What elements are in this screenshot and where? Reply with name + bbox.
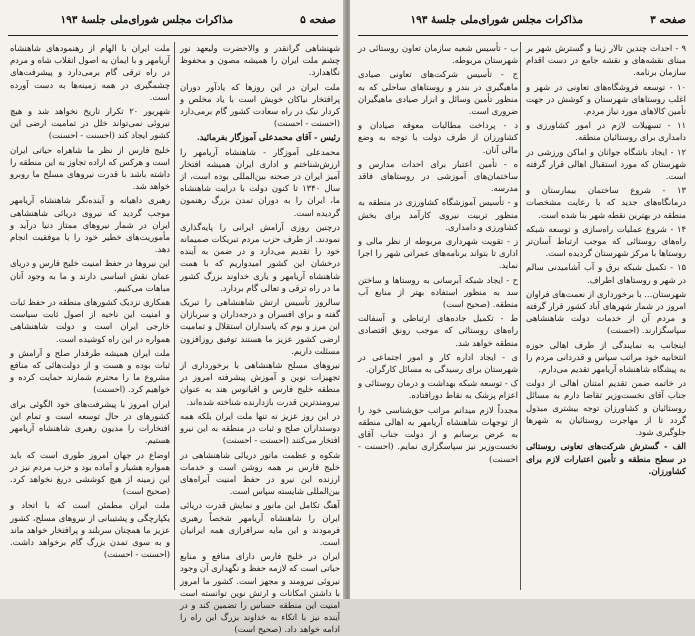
text-column-right — [526, 42, 686, 592]
paragraph: ملت ایران همیشه طرفدار صلح و آرامش و ثبات بوده و هست و از دولت‌هائی که منافع مشروع ما را محترم شمارند حمایت کرده و خواهیم کرد. (احسنت) — [10, 347, 170, 395]
paragraph: رهبری داهیانه و آینده‌نگر شاهنشاه آریامهر موجب گردید که نیروی دریائی شاهنشاهی ایران در شمار نیروهای ممتاز دنیا درآید و مأموریت‌های خطیر خود را با موفقیت انجام دهد. — [10, 195, 170, 255]
paragraph: در خاتمه ضمن تقدیم امتنان اهالی از دولت جناب آقای نخست‌وزیر تقاضا دارم به مسائل روستائیان و کشاورزان توجه بیشتری مبذول گردد تا از مهاجرت روستائیان به شهرها جلوگیری شود. — [526, 378, 686, 438]
paragraph: ب - تأسیس شعبه سازمان تعاون روستائی در شهرستان مربوطه. — [358, 43, 518, 66]
paragraph: ایران در خلیج فارس دارای منافع و منابع حیاتی است که لازمه حفظ و نگهداری آن وجود نیروئی نیرومند و مجهز است. کشور ما امروز با داشتن امکانات و ارتش نوین توانسته است امنیت این منطقه حساس را تضمین کند و در آینده نیز با اتکاء به خداوند بزرگ این راه را ادامه خواهد داد. (صحیح است) — [179, 551, 340, 635]
page-number: صفحه ۳ — [650, 14, 686, 26]
paragraph: این نیروها در حفظ امنیت خلیج فارس و دریای عمان نقش اساسی دارند و ما به وجود آنان مباهات می‌کنیم. — [10, 258, 170, 293]
paragraph: ۱۲ - ایجاد باشگاه جوانان و اماکن ورزشی در شهرستان که مورد استقبال اهالی قرار گرفته است. — [526, 146, 686, 182]
paragraph: در این روز عزیز نه تنها ملت ایران بلکه همه دوستداران صلح و ثبات در منطقه به این نیرو افتخار می‌کنند (احسنت - احسنت) — [180, 410, 340, 446]
paragraph: ۱۵ - تکمیل شبکه برق و آب آشامیدنی سالم در شهر و روستاهای اطراف. — [526, 262, 686, 285]
paragraph: آهنگ تکامل این مانور و نمایش قدرت دریائی ایران را شاهنشاه آریامهر شخصاً رهبری فرمودند و این مایه سرافرازی همه ایرانیان است. — [180, 500, 340, 547]
paragraph: ۱۳ - شروع ساختمان بیمارستان و درمانگاه‌های جدید که با رعایت مشخصات منطقه در بهترین نقطه شهر بنا شده است. — [526, 185, 686, 220]
session-number: جلسهٔ ۱۹۳ — [60, 14, 106, 26]
right-page — [350, 0, 695, 599]
journal-title: مذاکرات مجلس شورای‌ملی — [460, 14, 583, 26]
paragraph: ی - ایجاد اداره کار و امور اجتماعی در شهرستان برای رسیدگی به مسائل کارگران. — [358, 351, 518, 375]
paragraph: محمدعلی آموزگار - شاهنشاه آریامهر را ارزش‌شناختم و اداری ایران همیشه افتخار آمیز ایران در صحنه بین‌المللی بوده است، از سال ۱۳۴۰ تا کنون دولت با درایت شاهنشاه ما، ایران را به دوران تمدن بزرگ رهنمون گردیده است. — [180, 146, 341, 218]
paragraph: ۱۱ - تسهیلات لازم در امور کشاورزی و دامداری برای روستائیان منطقه. — [526, 120, 686, 143]
paragraph: ز - تقویت شهرداری مربوطه از نظر مالی و اداری تا بتواند برنامه‌های عمرانی شهر را اجرا نماید. — [358, 236, 518, 271]
text-column-left — [10, 42, 170, 592]
paragraph: خلیج فارس از نظر ما شاهراه حیاتی ایران است و هرکس که اراده تجاوز به این منطقه را داشته باشد با قدرت نیروهای مسلح ما روبرو خواهد شد. — [10, 144, 170, 192]
paragraph: ط - تکمیل جاده‌های ارتباطی و آسفالت راه‌های روستائی که موجب رونق اقتصادی منطقه خواهد شد. — [358, 313, 518, 348]
paragraph: ه - تأمین اعتبار برای احداث مدارس و ساختمان‌های آموزشی در روستاهای فاقد مدرسه. — [358, 158, 518, 194]
text-column-right — [179, 42, 341, 635]
paragraph: همکاری نزدیک کشورهای منطقه در حفظ ثبات و امنیت این ناحیه از اصول ثابت سیاست خارجی ایران است و دولت شاهنشاهی همواره در این راه کوشیده است. — [10, 297, 170, 344]
paragraph: شهرستان... با برخورداری از نعمت‌های فراوان امروز در شمار شهرهای آباد کشور قرار گرفته و مردم آن از خدمات دولت شاهنشاهی سپاسگزارند. (احسنت) — [526, 288, 686, 336]
paragraph: ح - ایجاد شبکه آبرسانی به روستاها و ساختن سد به منظور استفاده بهتر از منابع آب منطقه. (صحیح است) — [358, 274, 518, 310]
paragraph: نیروهای مسلح شاهنشاهی با برخورداری از تجهیزات نوین و آموزش پیشرفته امروز در منطقه خلیج فارس و اقیانوس هند به عنوان نیرومندترین قدرت بازدارنده شناخته شده‌اند. — [180, 360, 340, 407]
paragraph: ک - توسعه شبکه بهداشت و درمان روستائی و اعزام پزشک به نقاط دورافتاده. — [358, 378, 518, 401]
paragraph: ج - تأسیس شرکت‌های تعاونی صیادی ماهیگیری در بندر و روستاهای ساحلی که به منظور تأمین وسائل و ابزار صیادی ماهیگیران ضروری است. — [358, 69, 518, 117]
paragraph: الف - گسترش شرکت‌های تعاونی روستائی در سطح منطقه و تأمین اعتبارات لازم برای کشاورزان. — [526, 441, 686, 476]
paragraph: شهنشاهی گرانقدر و والاحضرت ولیعهد نور چشم ملت ایران را همیشه مصون و محفوظ نگاهدارد. — [180, 43, 340, 78]
paragraph: ۱۴ - شروع عملیات راه‌سازی و توسعه شبکه راه‌های روستائی که موجب ارتباط آسان‌تر روستاها با مرکز شهرستان گردیده است. — [526, 223, 686, 259]
journal-title: مذاکرات مجلس شورای‌ملی — [110, 14, 233, 26]
paragraph: ملت ایران با الهام از رهنمودهای شاهنشاه آریامهر و با ایمان به اصول انقلاب شاه و مردم در راه ترقی گام برمی‌دارد و پیشرفت‌های چشمگیری در همه زمینه‌ها به دست آورده است. — [10, 43, 170, 102]
paragraph: رئیس - آقای محمدعلی آموزگار بفرمائید. — [196, 132, 340, 143]
column-divider — [520, 42, 521, 590]
paragraph: ۹ - احداث چندین تالار زیبا و گسترش شهر بر مبنای نقشه‌های و نقشه جامع در دست اقدام سازمان برنامه. — [526, 43, 686, 78]
paragraph: ملت ایران در این روزها که یادآور دوران پرافتخار نیاکان خویش است با یاد مخلص و کردار نیک در راه سعادت کشور گام برمی‌دارد (احسنت - احسنت) — [180, 81, 340, 129]
paragraph: درچنین روزی آرامش ایرانی را پایه‌گذاری نمودند. از طرف حزب مردم تبریکات صمیمانه خود را تقدیم می‌دارد و در ضمن به آینده درخشان این کشور امیدواریم که با همت شاهنشاه آریامهر و یاری خداوند بزرگ کشور ما در راه ترقی و تعالی گام بردارد. — [180, 221, 340, 293]
paragraph: ملت ایران مطمئن است که با اتحاد و یکپارچگی و پشتیبانی از نیروهای مسلح، کشور عزیز ما همچنان سربلند و پرافتخار خواهد ماند و به سوی تمدن بزرگ گام برخواهد داشت. (احسنت - احسنت) — [10, 500, 170, 560]
paragraph: شکوه و عظمت مانور دریائی شاهنشاهی در خلیج فارس بر همه روشن است و خدمات ارزنده این نیرو در حفظ امنیت آبراه‌های بین‌المللی شایسته سپاس است. — [180, 449, 340, 497]
left-page — [0, 0, 345, 635]
paragraph: د - پرداخت مطالبات معوقه صیادان و کشاورزان از طرف دولت با توجه به وضع مالی آنان. — [358, 120, 518, 155]
column-divider — [174, 42, 175, 590]
session-number: جلسهٔ ۱۹۳ — [410, 14, 456, 26]
page-number: صفحه ۵ — [300, 14, 336, 26]
paragraph: ۱۰ - توسعه فروشگاه‌های تعاونی در شهر و اغلب روستاهای شهرستان و کوشش در جهت تأمین کالاهای مورد نیاز مردم. — [526, 81, 686, 117]
paragraph: اینجانب به نمایندگی از طرف اهالی حوزه انتخابیه خود مراتب سپاس و قدردانی مردم را به پیشگاه شاهنشاه آریامهر تقدیم می‌دارم. — [526, 339, 686, 375]
paragraph: مجدداً لازم میدانم مراتب حق‌شناسی خود را از توجهات شاهنشاه آریامهر به اهالی منطقه به عرض برسانم و از دولت جناب آقای نخست‌وزیر نیز سپاسگزاری نمایم. (احسنت - احسنت) — [358, 404, 518, 464]
paragraph: و - تأسیس آموزشگاه کشاورزی در منطقه به منظور تربیت نیروی کارآمد برای بخش کشاورزی و دامداری. — [358, 197, 518, 232]
header-rule — [358, 35, 688, 36]
right-page-header — [358, 10, 688, 32]
paragraph: شهریور ۲۰ تکرار تاریخ نخواهد شد و هیچ نیروئی نمی‌تواند خلل در تمامیت ارضی این کشور ایجاد کند (احسنت - احسنت) — [10, 106, 170, 141]
left-page-header — [8, 10, 338, 32]
text-column-left — [358, 42, 518, 592]
paragraph: ایران امروز با پیشرفت‌های خود الگوئی برای کشورهای در حال توسعه است و تمام این افتخارات را مدیون رهبری شاهنشاه آریامهر هستیم. — [10, 398, 170, 446]
paragraph: سالروز تأسیس ارتش شاهنشاهی را تبریک گفته و برای افسران و درجه‌داران و سربازان این مرز و بوم که پاسداران استقلال و تمامیت ارضی کشور عزیز ما هستند توفیق روزافزون مسئلت داریم. — [180, 297, 340, 356]
paragraph: اوضاع در جهان امروز طوری است که باید همواره هشیار و آماده بود و حزب مردم نیز در این زمینه از هیچ کوششی دریغ نخواهد کرد. (صحیح است) — [10, 449, 170, 497]
header-rule — [8, 35, 338, 36]
